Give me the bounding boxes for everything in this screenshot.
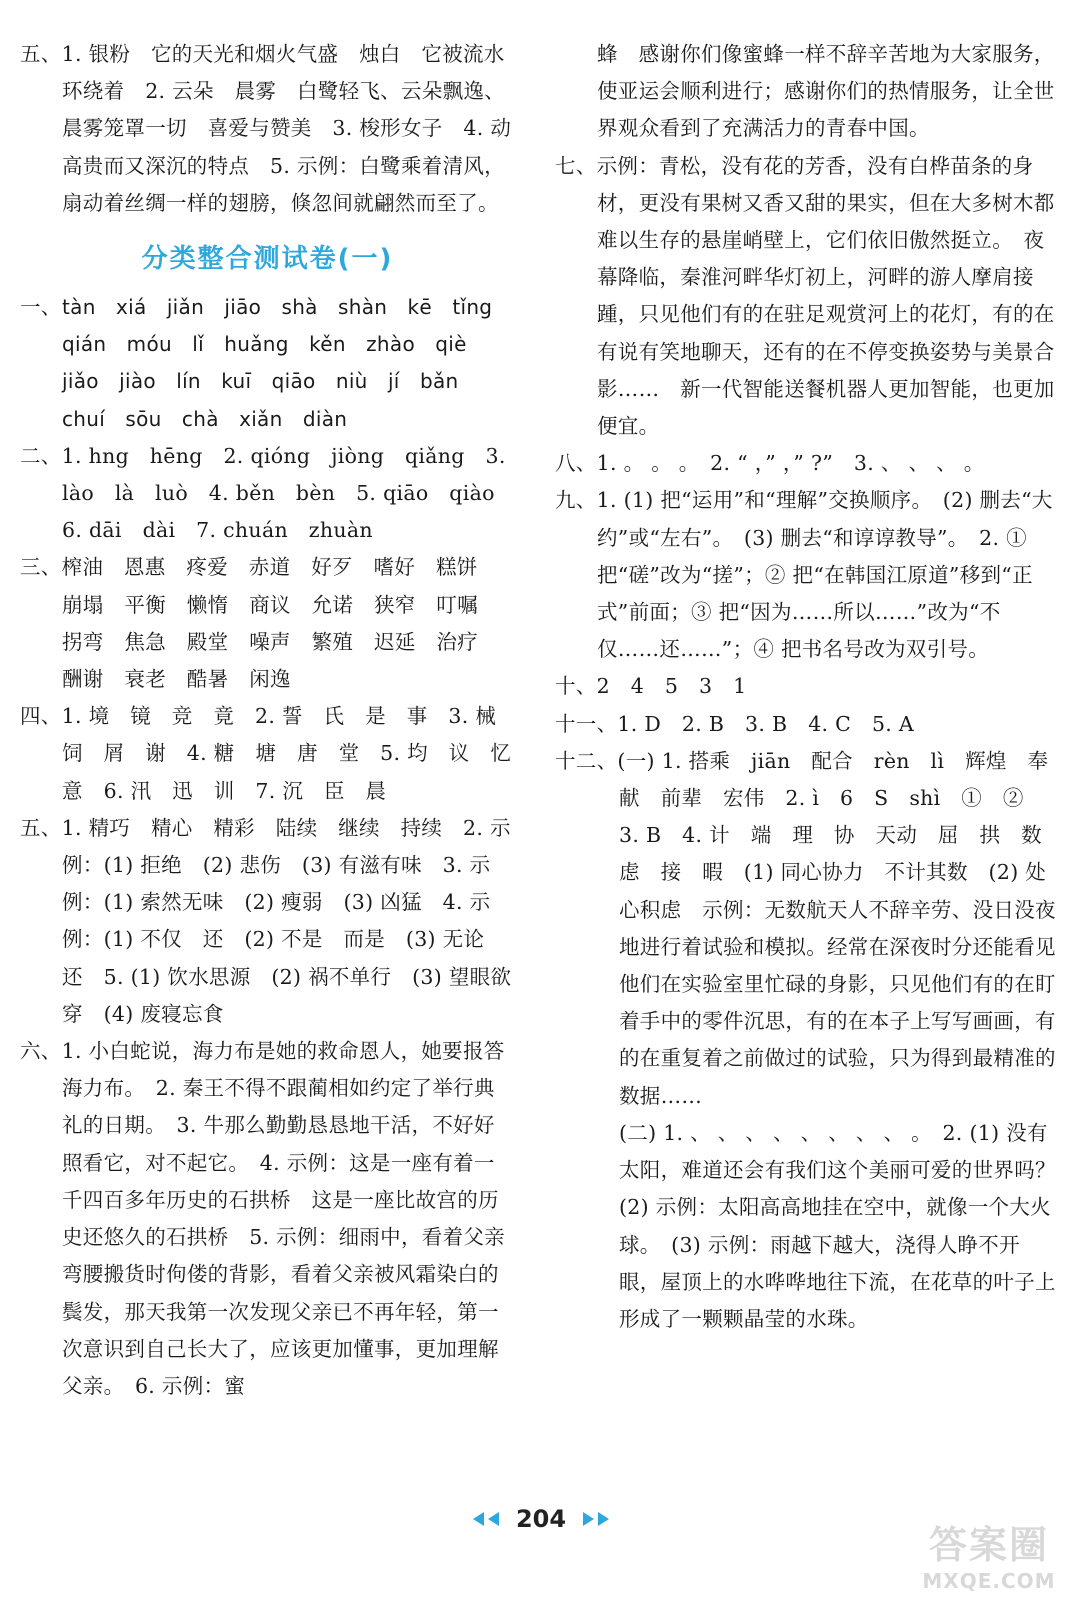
pinyin-lines bbox=[62, 289, 492, 438]
answer-block-6-continued: 蜂 感谢你们像蜜蜂一样不辞辛苦地为大家服务，使亚运会顺利进行；感谢你们的热情服务，让全世界观众看到了充满活力的青春中国。 bbox=[597, 42, 1055, 141]
pinyin-line: chuí sōu chà xiǎn diàn bbox=[62, 406, 348, 431]
arrow-right-icon bbox=[583, 1512, 594, 1526]
arrow-left-icon bbox=[473, 1512, 484, 1526]
answer-block-7: 七、示例：青松，没有花的芳香，没有白桦苗条的身材，更没有果树又香又甜的果实，但在大多树木都难以生存的悬崖峭壁上，它们依旧傲然挺立。 夜幕降临，秦淮河畔华灯初上，河畔的游人摩肩接踵，只见他们有的在驻足观赏河上的花灯，有的在有说有笑地聊天，还有的在不停变换姿势与美景合影…… 新一代智能送餐机器人更加智能，也更加便宜。 bbox=[555, 153, 1055, 439]
answer-block-5-previous: 五、1. 银粉 它的天光和烟火气盛 烛白 它被流水环绕着 2. 云朵 晨雾 白鹭轻飞、云朵飘逸、晨雾笼罩一切 喜爱与赞美 3. 梭形女子 4. 动 高贵而又深沉的特点 5. 示例：白鹭乘着清风，扇动着丝绸一样的翅膀，倏忽间就翩然而至了。 bbox=[20, 42, 532, 215]
watermark-top-text: 答案圈 bbox=[928, 1523, 1049, 1567]
pinyin-line: jiǎo jiào lín kuī qiāo niù jí bǎn bbox=[62, 369, 459, 394]
answer-block-9: 九、1. (1) 把“运用”和“理解”交换顺序。 (2) 删去“大约”或“左右”。 (3) 删去“和谆谆教导”。 2. ① 把“磋”改为“搓”；② 把“在韩国江原道”移到“正式”前面；③ 把“因为……所以……”改为“不仅……还……”；④ 把书名号改为双引号。 bbox=[555, 488, 1053, 662]
watermark-bottom-text: MXQE.COM bbox=[922, 1569, 1056, 1593]
watermark-logo bbox=[904, 1514, 1074, 1594]
answer-block-1 bbox=[20, 289, 515, 438]
answer-block-2: 二、1. hng hēng 2. qióng jiòng qiǎng 3. lào là luò 4. běn bèn 5. qiāo qiào 6. dāi dài 7. chuán zhuàn bbox=[20, 443, 516, 543]
answer-block-4: 四、1. 境 镜 竞 竟 2. 誓 氏 是 事 3. 械 饲 屑 谢 4. 糖 塘 唐 堂 5. 均 议 忆 意 6. 汛 迅 训 7. 沉 臣 晨 bbox=[20, 704, 532, 803]
answer-block-3: 三、榨油 恩惠 疼爱 赤道 好歹 嗜好 糕饼 崩塌 平衡 懒惰 商议 允诺 狭窄 叮嘱 拐弯 焦急 殿堂 噪声 繁殖 迟延 治疗 酬谢 衰老 酷暑 闲逸 bbox=[20, 555, 499, 692]
answer-block-10: 十、2 4 5 3 1 bbox=[555, 674, 747, 699]
right-column bbox=[555, 36, 1077, 1338]
pinyin-line: tàn xiá jiǎn jiāo shà shàn kē tǐng bbox=[62, 295, 493, 320]
page-number: 204 bbox=[515, 1505, 567, 1533]
arrow-left-icon bbox=[488, 1512, 499, 1526]
answer-block-5: 五、1. 精巧 精心 精彩 陆续 继续 持续 2. 示例：(1) 拒绝 (2) 悲伤 (3) 有滋有味 3. 示例：(1) 索然无味 (2) 瘦弱 (3) 凶猛 4. 示例：(1) 不仅 还 (2) 不是 而是 (3) 无论 还 5. (1) 饮水思源 (2) 祸不单行 (3) 望眼欲穿 (4) 废寝忘食 bbox=[20, 815, 512, 1026]
arrow-right-icon bbox=[598, 1512, 609, 1526]
section-title: 分类整合测试卷(一) bbox=[141, 244, 394, 275]
pinyin-line: qián móu lǐ huǎng kěn zhào qiè bbox=[62, 332, 467, 357]
answer-block-12-part-1: 十二、(一) 1. 搭乘 jiān 配合 rèn lì 辉煌 奉献 前辈 宏伟 2. ì 6 S shì ① ② 3. B 4. 计 端 理 协 天动 屈 拱 数 虑 接 暇 (1) 同心协力 不计其数 (2) 处心积虑 示例：无数航天人不辞辛劳、没日没夜地进行着试验和模拟。经常在深夜时分还能看见他们在实验室里忙碌的身影，只见他们有的在盯着手中的零件沉思，有的在本子上写写画画，有的在重复着之前做过的试验，只为得到最精准的数据…… bbox=[555, 748, 1063, 1108]
answer-block-6: 六、1. 小白蛇说，海力布是她的救命恩人，她要报答海力布。 2. 秦王不得不跟蔺相如约定了举行典礼的日期。 3. 牛那么勤勤恳恳地干活，不好好照看它，对不起它。 4. 示例：这是一座有着一千四百多年历史的石拱桥 这是一座比故宫的历史还悠久的石拱桥 5. 示例：细雨中，看着父亲弯腰搬货时佝偻的背影，看着父亲被风霜染白的鬓发，那天我第一次发现父亲已不再年轻，第一次意识到自己长大了，应该更加懂事，更加理解父亲。 6. 示例：蜜 bbox=[20, 1039, 505, 1398]
answer-block-12-part-2: (二) 1. 、 、 、 、 、 、 、 、 。 2. (1) 没有太阳，难道还会有我们这个美丽可爱的世界吗？ (2) 示例：太阳高高地挂在空中，就像一个大火球。 (3) 示例：雨越下越大，浇得人睁不开眼，屋顶上的水哗哗地往下流，在花草的叶子上形成了一颗颗晶莹的水珠。 bbox=[619, 1120, 1077, 1331]
answer-block-1-label: 一、 bbox=[20, 295, 62, 320]
answer-block-11: 十一、1. D 2. B 3. B 4. C 5. A bbox=[555, 711, 915, 736]
left-column bbox=[20, 36, 532, 1405]
answer-block-8: 八、1. 。 。 。 2. “ ，” ，” ?” 3. 、 、 、 。 bbox=[555, 451, 985, 476]
